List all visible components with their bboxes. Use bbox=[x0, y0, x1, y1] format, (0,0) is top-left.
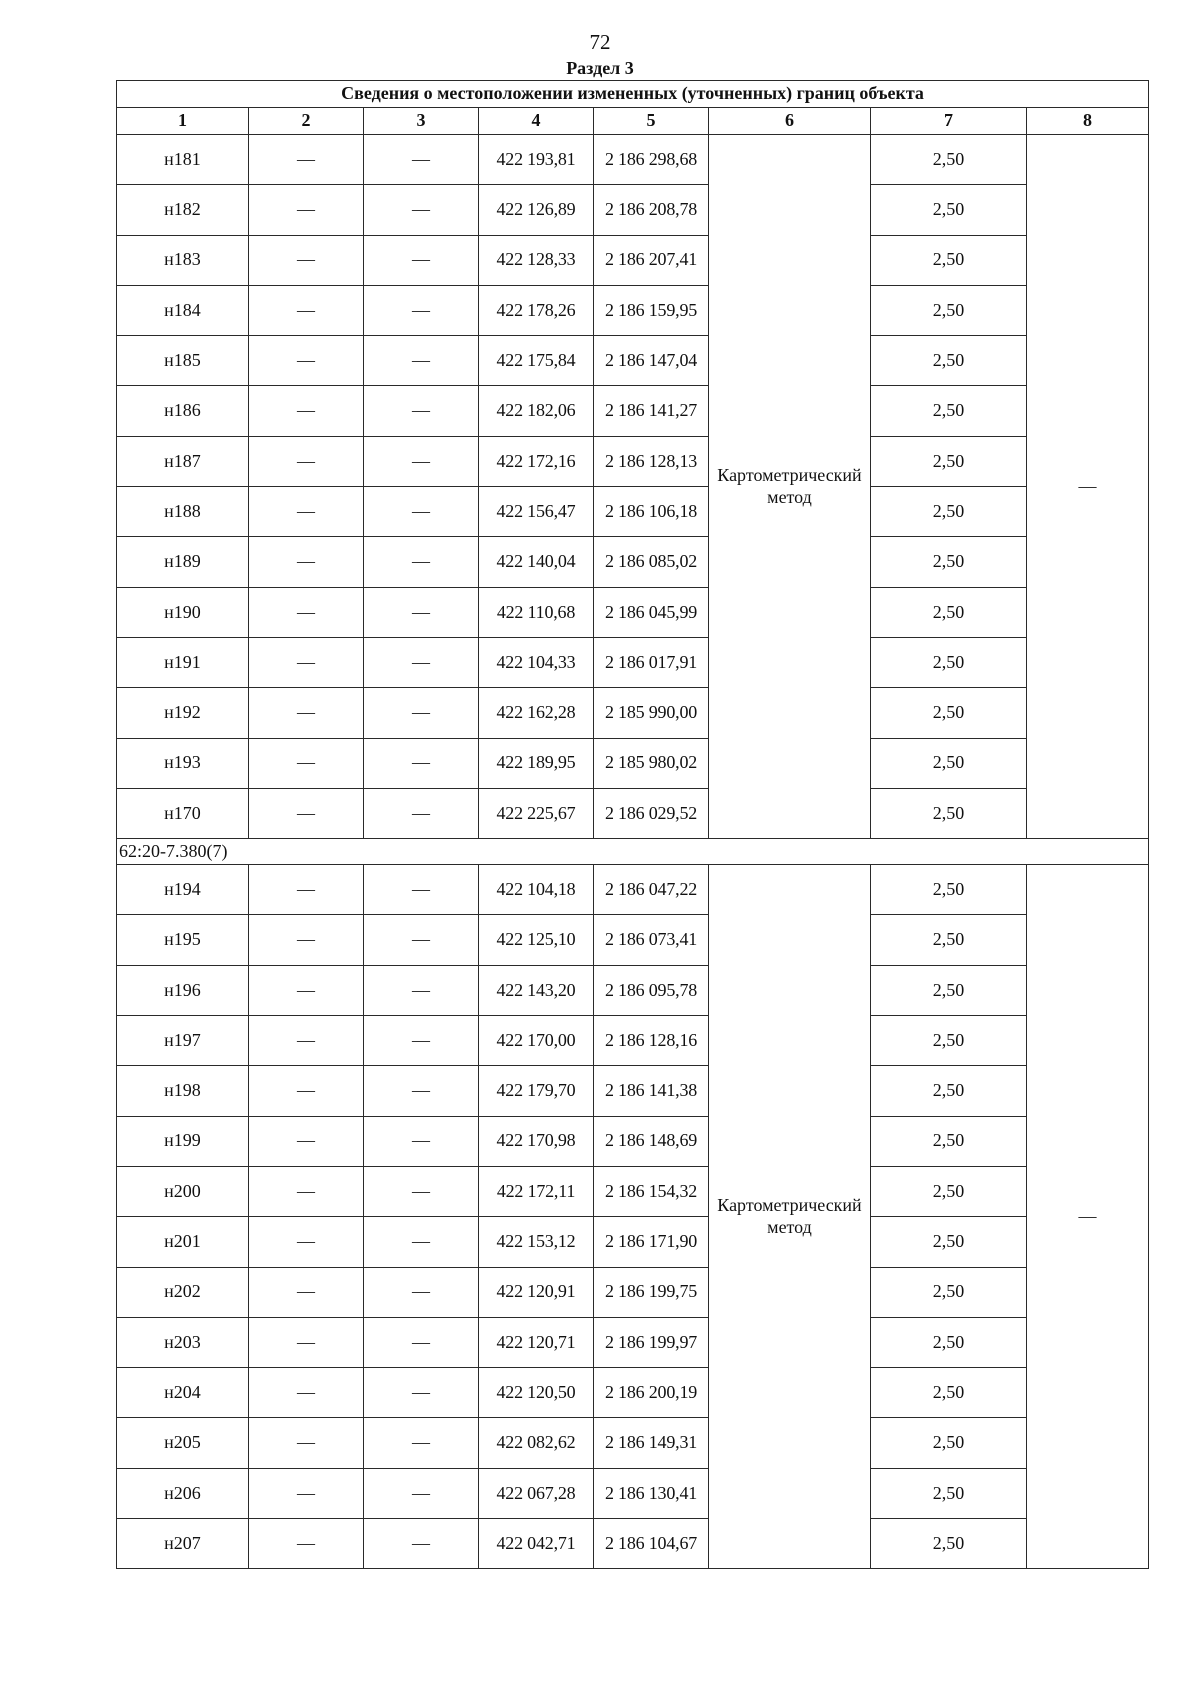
column-2-cell: — bbox=[249, 788, 364, 838]
column-2-cell: — bbox=[249, 436, 364, 486]
column-2-cell: — bbox=[249, 537, 364, 587]
y-coordinate-cell: 2 186 106,18 bbox=[594, 487, 709, 537]
column-3-cell: — bbox=[364, 1166, 479, 1216]
table-caption-row bbox=[117, 81, 1149, 108]
column-3-cell: — bbox=[364, 487, 479, 537]
x-coordinate-cell: 422 042,71 bbox=[479, 1519, 594, 1569]
accuracy-cell: 2,50 bbox=[871, 185, 1027, 235]
column-2-cell: — bbox=[249, 386, 364, 436]
column-2-cell: — bbox=[249, 135, 364, 185]
table-row bbox=[117, 1116, 1149, 1166]
table-row bbox=[117, 285, 1149, 335]
table-row bbox=[117, 336, 1149, 386]
y-coordinate-cell: 2 186 207,41 bbox=[594, 235, 709, 285]
column-8-cell: — bbox=[1027, 865, 1149, 1569]
y-coordinate-cell: 2 186 128,16 bbox=[594, 1016, 709, 1066]
column-2-cell: — bbox=[249, 587, 364, 637]
point-name-cell: н198 bbox=[117, 1066, 249, 1116]
accuracy-cell: 2,50 bbox=[871, 915, 1027, 965]
column-header: 1 bbox=[117, 108, 249, 135]
table-row bbox=[117, 1066, 1149, 1116]
column-2-cell: — bbox=[249, 487, 364, 537]
point-name-cell: н185 bbox=[117, 336, 249, 386]
column-2-cell: — bbox=[249, 1217, 364, 1267]
accuracy-cell: 2,50 bbox=[871, 587, 1027, 637]
point-name-cell: н188 bbox=[117, 487, 249, 537]
table-row bbox=[117, 1016, 1149, 1066]
y-coordinate-cell: 2 186 104,67 bbox=[594, 1519, 709, 1569]
table-row bbox=[117, 436, 1149, 486]
column-2-cell: — bbox=[249, 865, 364, 915]
point-name-cell: н187 bbox=[117, 436, 249, 486]
column-3-cell: — bbox=[364, 1519, 479, 1569]
y-coordinate-cell: 2 186 154,32 bbox=[594, 1166, 709, 1216]
table-row bbox=[117, 965, 1149, 1015]
table-body bbox=[117, 81, 1149, 1569]
parcel-label: 62:20-7.380(7) bbox=[117, 839, 1149, 865]
column-3-cell: — bbox=[364, 336, 479, 386]
column-2-cell: — bbox=[249, 1116, 364, 1166]
column-3-cell: — bbox=[364, 235, 479, 285]
x-coordinate-cell: 422 120,50 bbox=[479, 1368, 594, 1418]
point-name-cell: н184 bbox=[117, 285, 249, 335]
column-header-row bbox=[117, 108, 1149, 135]
table-caption: Сведения о местоположении измененных (уточненных) границ объекта bbox=[117, 81, 1149, 108]
y-coordinate-cell: 2 186 298,68 bbox=[594, 135, 709, 185]
point-name-cell: н192 bbox=[117, 688, 249, 738]
column-3-cell: — bbox=[364, 285, 479, 335]
x-coordinate-cell: 422 178,26 bbox=[479, 285, 594, 335]
x-coordinate-cell: 422 170,00 bbox=[479, 1016, 594, 1066]
column-3-cell: — bbox=[364, 788, 479, 838]
accuracy-cell: 2,50 bbox=[871, 1066, 1027, 1116]
accuracy-cell: 2,50 bbox=[871, 965, 1027, 1015]
point-name-cell: н200 bbox=[117, 1166, 249, 1216]
accuracy-cell: 2,50 bbox=[871, 637, 1027, 687]
column-header: 4 bbox=[479, 108, 594, 135]
column-header: 6 bbox=[709, 108, 871, 135]
y-coordinate-cell: 2 186 029,52 bbox=[594, 788, 709, 838]
x-coordinate-cell: 422 170,98 bbox=[479, 1116, 594, 1166]
y-coordinate-cell: 2 186 073,41 bbox=[594, 915, 709, 965]
y-coordinate-cell: 2 186 208,78 bbox=[594, 185, 709, 235]
column-2-cell: — bbox=[249, 1267, 364, 1317]
column-8-cell: — bbox=[1027, 135, 1149, 839]
column-2-cell: — bbox=[249, 738, 364, 788]
table-row bbox=[117, 1217, 1149, 1267]
accuracy-cell: 2,50 bbox=[871, 1468, 1027, 1518]
boundary-coordinates-table bbox=[116, 80, 1149, 1569]
x-coordinate-cell: 422 125,10 bbox=[479, 915, 594, 965]
y-coordinate-cell: 2 186 017,91 bbox=[594, 637, 709, 687]
column-header: 2 bbox=[249, 108, 364, 135]
table-row bbox=[117, 1519, 1149, 1569]
column-3-cell: — bbox=[364, 1016, 479, 1066]
table-row bbox=[117, 1468, 1149, 1518]
column-3-cell: — bbox=[364, 688, 479, 738]
parcel-label-row bbox=[117, 839, 1149, 865]
x-coordinate-cell: 422 175,84 bbox=[479, 336, 594, 386]
column-3-cell: — bbox=[364, 637, 479, 687]
y-coordinate-cell: 2 185 980,02 bbox=[594, 738, 709, 788]
table-row bbox=[117, 1418, 1149, 1468]
x-coordinate-cell: 422 128,33 bbox=[479, 235, 594, 285]
column-2-cell: — bbox=[249, 637, 364, 687]
method-cell: Картометрический метод bbox=[709, 865, 871, 1569]
point-name-cell: н181 bbox=[117, 135, 249, 185]
point-name-cell: н201 bbox=[117, 1217, 249, 1267]
x-coordinate-cell: 422 156,47 bbox=[479, 487, 594, 537]
table-row bbox=[117, 1368, 1149, 1418]
accuracy-cell: 2,50 bbox=[871, 1418, 1027, 1468]
point-name-cell: н193 bbox=[117, 738, 249, 788]
table-row bbox=[117, 637, 1149, 687]
accuracy-cell: 2,50 bbox=[871, 788, 1027, 838]
point-name-cell: н190 bbox=[117, 587, 249, 637]
column-3-cell: — bbox=[364, 386, 479, 436]
column-2-cell: — bbox=[249, 336, 364, 386]
column-3-cell: — bbox=[364, 1468, 479, 1518]
method-cell: Картометрический метод bbox=[709, 135, 871, 839]
point-name-cell: н182 bbox=[117, 185, 249, 235]
x-coordinate-cell: 422 182,06 bbox=[479, 386, 594, 436]
point-name-cell: н204 bbox=[117, 1368, 249, 1418]
x-coordinate-cell: 422 067,28 bbox=[479, 1468, 594, 1518]
x-coordinate-cell: 422 104,18 bbox=[479, 865, 594, 915]
x-coordinate-cell: 422 172,16 bbox=[479, 436, 594, 486]
column-header: 3 bbox=[364, 108, 479, 135]
column-3-cell: — bbox=[364, 1267, 479, 1317]
y-coordinate-cell: 2 186 171,90 bbox=[594, 1217, 709, 1267]
column-2-cell: — bbox=[249, 1317, 364, 1367]
table-row bbox=[117, 235, 1149, 285]
column-3-cell: — bbox=[364, 587, 479, 637]
column-3-cell: — bbox=[364, 1368, 479, 1418]
column-2-cell: — bbox=[249, 1368, 364, 1418]
accuracy-cell: 2,50 bbox=[871, 1368, 1027, 1418]
x-coordinate-cell: 422 126,89 bbox=[479, 185, 594, 235]
column-header: 8 bbox=[1027, 108, 1149, 135]
accuracy-cell: 2,50 bbox=[871, 386, 1027, 436]
y-coordinate-cell: 2 186 141,27 bbox=[594, 386, 709, 436]
y-coordinate-cell: 2 186 149,31 bbox=[594, 1418, 709, 1468]
column-header: 5 bbox=[594, 108, 709, 135]
page-number: 72 bbox=[589, 30, 611, 54]
x-coordinate-cell: 422 104,33 bbox=[479, 637, 594, 687]
table-row bbox=[117, 487, 1149, 537]
y-coordinate-cell: 2 186 128,13 bbox=[594, 436, 709, 486]
table-row bbox=[117, 688, 1149, 738]
accuracy-cell: 2,50 bbox=[871, 1519, 1027, 1569]
point-name-cell: н196 bbox=[117, 965, 249, 1015]
point-name-cell: н199 bbox=[117, 1116, 249, 1166]
column-3-cell: — bbox=[364, 915, 479, 965]
column-2-cell: — bbox=[249, 688, 364, 738]
y-coordinate-cell: 2 186 141,38 bbox=[594, 1066, 709, 1116]
column-3-cell: — bbox=[364, 1317, 479, 1367]
table-row bbox=[117, 1317, 1149, 1367]
section-title: Раздел 3 bbox=[566, 58, 634, 78]
column-3-cell: — bbox=[364, 1418, 479, 1468]
column-2-cell: — bbox=[249, 285, 364, 335]
column-2-cell: — bbox=[249, 1418, 364, 1468]
column-3-cell: — bbox=[364, 1116, 479, 1166]
column-2-cell: — bbox=[249, 1468, 364, 1518]
point-name-cell: н207 bbox=[117, 1519, 249, 1569]
table-row bbox=[117, 587, 1149, 637]
point-name-cell: н202 bbox=[117, 1267, 249, 1317]
x-coordinate-cell: 422 172,11 bbox=[479, 1166, 594, 1216]
column-header: 7 bbox=[871, 108, 1027, 135]
point-name-cell: н195 bbox=[117, 915, 249, 965]
x-coordinate-cell: 422 179,70 bbox=[479, 1066, 594, 1116]
column-2-cell: — bbox=[249, 1016, 364, 1066]
x-coordinate-cell: 422 143,20 bbox=[479, 965, 594, 1015]
table-row bbox=[117, 135, 1149, 185]
y-coordinate-cell: 2 186 047,22 bbox=[594, 865, 709, 915]
column-2-cell: — bbox=[249, 965, 364, 1015]
y-coordinate-cell: 2 186 148,69 bbox=[594, 1116, 709, 1166]
accuracy-cell: 2,50 bbox=[871, 1016, 1027, 1066]
y-coordinate-cell: 2 186 200,19 bbox=[594, 1368, 709, 1418]
column-3-cell: — bbox=[364, 965, 479, 1015]
x-coordinate-cell: 422 225,67 bbox=[479, 788, 594, 838]
column-3-cell: — bbox=[364, 436, 479, 486]
accuracy-cell: 2,50 bbox=[871, 1166, 1027, 1216]
table-row bbox=[117, 1166, 1149, 1216]
y-coordinate-cell: 2 186 147,04 bbox=[594, 336, 709, 386]
point-name-cell: н203 bbox=[117, 1317, 249, 1367]
x-coordinate-cell: 422 120,91 bbox=[479, 1267, 594, 1317]
point-name-cell: н189 bbox=[117, 537, 249, 587]
point-name-cell: н197 bbox=[117, 1016, 249, 1066]
column-2-cell: — bbox=[249, 1066, 364, 1116]
y-coordinate-cell: 2 186 130,41 bbox=[594, 1468, 709, 1518]
accuracy-cell: 2,50 bbox=[871, 436, 1027, 486]
table-row bbox=[117, 1267, 1149, 1317]
table-row bbox=[117, 865, 1149, 915]
x-coordinate-cell: 422 153,12 bbox=[479, 1217, 594, 1267]
accuracy-cell: 2,50 bbox=[871, 1116, 1027, 1166]
point-name-cell: н194 bbox=[117, 865, 249, 915]
x-coordinate-cell: 422 193,81 bbox=[479, 135, 594, 185]
accuracy-cell: 2,50 bbox=[871, 1267, 1027, 1317]
table-row bbox=[117, 915, 1149, 965]
column-2-cell: — bbox=[249, 1519, 364, 1569]
point-name-cell: н170 bbox=[117, 788, 249, 838]
y-coordinate-cell: 2 185 990,00 bbox=[594, 688, 709, 738]
column-2-cell: — bbox=[249, 235, 364, 285]
accuracy-cell: 2,50 bbox=[871, 865, 1027, 915]
table-row bbox=[117, 788, 1149, 838]
accuracy-cell: 2,50 bbox=[871, 738, 1027, 788]
accuracy-cell: 2,50 bbox=[871, 1317, 1027, 1367]
x-coordinate-cell: 422 082,62 bbox=[479, 1418, 594, 1468]
column-3-cell: — bbox=[364, 537, 479, 587]
accuracy-cell: 2,50 bbox=[871, 537, 1027, 587]
y-coordinate-cell: 2 186 199,75 bbox=[594, 1267, 709, 1317]
table-row bbox=[117, 185, 1149, 235]
table-row bbox=[117, 738, 1149, 788]
accuracy-cell: 2,50 bbox=[871, 135, 1027, 185]
point-name-cell: н206 bbox=[117, 1468, 249, 1518]
y-coordinate-cell: 2 186 095,78 bbox=[594, 965, 709, 1015]
x-coordinate-cell: 422 140,04 bbox=[479, 537, 594, 587]
table-row bbox=[117, 386, 1149, 436]
y-coordinate-cell: 2 186 159,95 bbox=[594, 285, 709, 335]
column-2-cell: — bbox=[249, 915, 364, 965]
y-coordinate-cell: 2 186 085,02 bbox=[594, 537, 709, 587]
accuracy-cell: 2,50 bbox=[871, 235, 1027, 285]
table-row bbox=[117, 537, 1149, 587]
point-name-cell: н205 bbox=[117, 1418, 249, 1468]
x-coordinate-cell: 422 189,95 bbox=[479, 738, 594, 788]
column-3-cell: — bbox=[364, 865, 479, 915]
point-name-cell: н186 bbox=[117, 386, 249, 436]
x-coordinate-cell: 422 110,68 bbox=[479, 587, 594, 637]
x-coordinate-cell: 422 162,28 bbox=[479, 688, 594, 738]
column-2-cell: — bbox=[249, 1166, 364, 1216]
accuracy-cell: 2,50 bbox=[871, 285, 1027, 335]
column-3-cell: — bbox=[364, 738, 479, 788]
column-2-cell: — bbox=[249, 185, 364, 235]
y-coordinate-cell: 2 186 045,99 bbox=[594, 587, 709, 637]
column-3-cell: — bbox=[364, 185, 479, 235]
point-name-cell: н191 bbox=[117, 637, 249, 687]
column-3-cell: — bbox=[364, 135, 479, 185]
accuracy-cell: 2,50 bbox=[871, 688, 1027, 738]
column-3-cell: — bbox=[364, 1066, 479, 1116]
accuracy-cell: 2,50 bbox=[871, 1217, 1027, 1267]
y-coordinate-cell: 2 186 199,97 bbox=[594, 1317, 709, 1367]
accuracy-cell: 2,50 bbox=[871, 487, 1027, 537]
column-3-cell: — bbox=[364, 1217, 479, 1267]
x-coordinate-cell: 422 120,71 bbox=[479, 1317, 594, 1367]
point-name-cell: н183 bbox=[117, 235, 249, 285]
accuracy-cell: 2,50 bbox=[871, 336, 1027, 386]
